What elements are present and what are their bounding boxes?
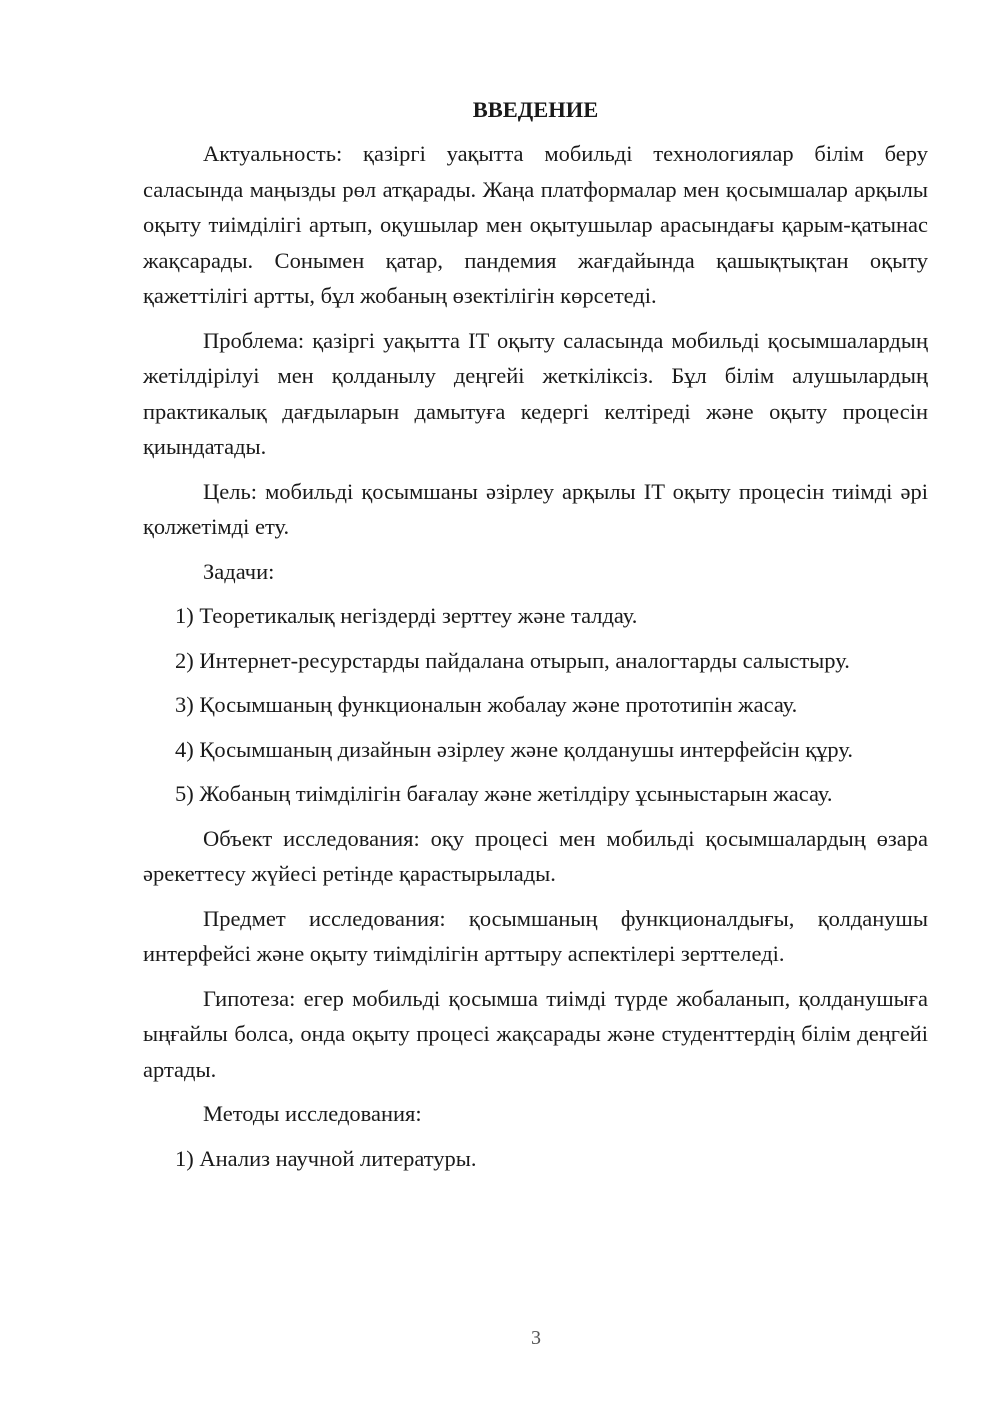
task-item-1: 1) Теоретикалық негіздерді зерттеу және талдау. xyxy=(175,603,638,628)
task-item-4: 4) Қосымшаның дизайнын әзірлеу және қолданушы интерфейсін құру. xyxy=(175,736,854,762)
page-content xyxy=(143,92,928,1185)
method-item-1: 1) Анализ научной литературы. xyxy=(175,1145,477,1171)
task-item-5: 5) Жобаның тиімділігін бағалау және жетілдіру ұсыныстарын жасау. xyxy=(175,781,833,806)
paragraph-object: Объект исследования: оқу процесі мен мобильді қосымшалардың өзара әрекеттесу жүйесі ретінде қарастырылады. xyxy=(143,825,928,886)
task-item-3: 3) Қосымшаның функционалын жобалау және прототипін жасау. xyxy=(175,692,798,717)
tasks-heading: Задачи: xyxy=(203,558,275,584)
paragraph-hypothesis: Гипотеза: егер мобильді қосымша тиімді түрде жобаланып, қолданушыға ыңғайлы болса, онда оқыту процесі жақсарады және студенттердің білім деңгейі артады. xyxy=(143,985,928,1082)
task-item-2: 2) Интернет-ресурстарды пайдалана отырып, аналогтарды салыстыру. xyxy=(175,647,850,673)
methods-heading: Методы исследования: xyxy=(203,1101,422,1126)
paragraph-relevance: Актуальность: қазіргі уақытта мобильді технологиялар білім беру саласында маңызды рөл атқарады. Жаңа платформалар мен қосымшалар арқылы оқыту тиімділігі артып, оқушылар мен оқытушылар арасындағы қарым-қатынас жақсарады. Сонымен қатар, пандемия жағдайында қашықтықтан оқыту қажеттілігі артты, бұл жобаның өзектілігін көрсетеді. xyxy=(143,141,928,308)
page-title: ВВЕДЕНИЕ xyxy=(472,97,599,122)
page-number: 3 xyxy=(531,1327,541,1349)
paragraph-goal: Цель: мобильді қосымшаны әзірлеу арқылы IT оқыту процесін тиімді әрі қолжетімді ету. xyxy=(143,478,928,539)
paragraph-subject: Предмет исследования: қосымшаның функционалдығы, қолданушы интерфейсі және оқыту тиімділігін арттыру аспектілері зерттеледі. xyxy=(143,905,928,966)
paragraph-problem: Проблема: қазіргі уақытта IT оқыту саласында мобильді қосымшалардың жетілдірілуі мен қолданылу деңгейі жеткіліксіз. Бұл білім алушылардың практикалық дағдыларын дамытуға кедергі келтіреді және оқыту процесін қиындатады. xyxy=(143,327,928,459)
